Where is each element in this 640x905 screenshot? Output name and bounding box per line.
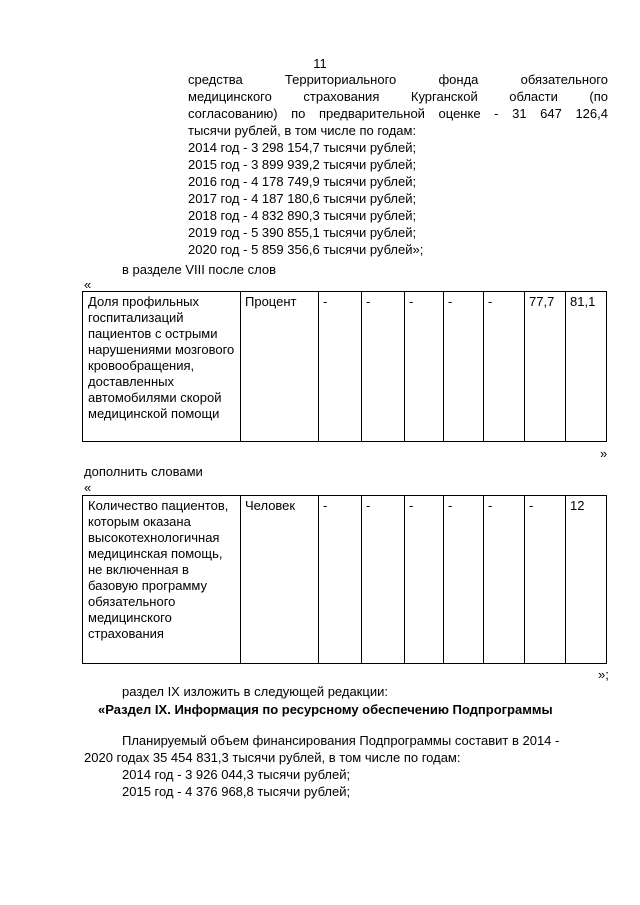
open-quote-1: « — [84, 277, 92, 292]
funding-line-1: Планируемый объем финансирования Подпрограммы составит в 2014 - — [122, 733, 560, 748]
intro-year-2014: 2014 год - 3 298 154,7 тысячи рублей; — [188, 140, 417, 155]
table2-cell: - — [319, 496, 362, 664]
table2-cell: 12 — [566, 496, 607, 664]
funding-line-2: 2020 годах 35 454 831,3 тысячи рублей, в том числе по годам: — [84, 750, 461, 765]
table1-cell: 81,1 — [566, 292, 607, 442]
intro-year-2016: 2016 год - 4 178 749,9 тысячи рублей; — [188, 174, 417, 189]
intro-line-3: согласованию) по предварительной оценке - 31 647 126,4 — [188, 106, 608, 121]
table2-cell: - — [444, 496, 484, 664]
table2-indicator-name: Количество пациентов, которым оказана высокотехнологичная медицинская помощь, не включенная в базовую программу обязательного медицинского страхования — [83, 496, 241, 664]
table2-unit: Человек — [241, 496, 319, 664]
table1-unit: Процент — [241, 292, 319, 442]
intro-year-2017: 2017 год - 4 187 180,6 тысячи рублей; — [188, 191, 417, 206]
intro-line-4: тысячи рублей, в том числе по годам: — [188, 123, 417, 138]
table-row — [83, 292, 607, 442]
open-quote-2: « — [84, 480, 92, 495]
funding-year-2014: 2014 год - 3 926 044,3 тысячи рублей; — [122, 767, 351, 782]
close-quote-1: » — [600, 446, 608, 461]
table1-cell: - — [319, 292, 362, 442]
intro-year-2018: 2018 год - 4 832 890,3 тысячи рублей; — [188, 208, 417, 223]
table1-cell: - — [484, 292, 525, 442]
table1-cell: - — [444, 292, 484, 442]
table-row — [83, 496, 607, 664]
table2-cell: - — [362, 496, 405, 664]
intro-line-2: медицинского страхования Курганской области (по — [188, 89, 608, 104]
intro-year-2019: 2019 год - 5 390 855,1 тысячи рублей; — [188, 225, 417, 240]
intro-line-1: средства Территориального фонда обязательного — [188, 72, 608, 87]
section9-heading: «Раздел IX. Информация по ресурсному обеспечению Подпрограммы — [98, 702, 553, 717]
table2-cell: - — [525, 496, 566, 664]
page-number: 11 — [313, 56, 327, 71]
table2-cell: - — [484, 496, 525, 664]
table1-cell: 77,7 — [525, 292, 566, 442]
table1-indicator-name: Доля профильных госпитализаций пациентов с острыми нарушениями мозгового кровообращения, доставленных автомобилями скорой медицинской помощи — [83, 292, 241, 442]
table-1 — [82, 291, 607, 442]
funding-year-2015: 2015 год - 4 376 968,8 тысячи рублей; — [122, 784, 351, 799]
table1-cell: - — [362, 292, 405, 442]
table2-cell: - — [405, 496, 444, 664]
table-2 — [82, 495, 607, 664]
section9-intro: раздел IX изложить в следующей редакции: — [122, 684, 388, 699]
intro-year-2020: 2020 год - 5 859 356,6 тысячи рублей»; — [188, 242, 424, 257]
intro-year-2015: 2015 год - 3 899 939,2 тысячи рублей; — [188, 157, 417, 172]
add-words-text: дополнить словами — [84, 464, 203, 479]
table1-cell: - — [405, 292, 444, 442]
close-quote-semicolon: »; — [598, 667, 609, 682]
section8-text: в разделе VIII после слов — [122, 262, 277, 277]
